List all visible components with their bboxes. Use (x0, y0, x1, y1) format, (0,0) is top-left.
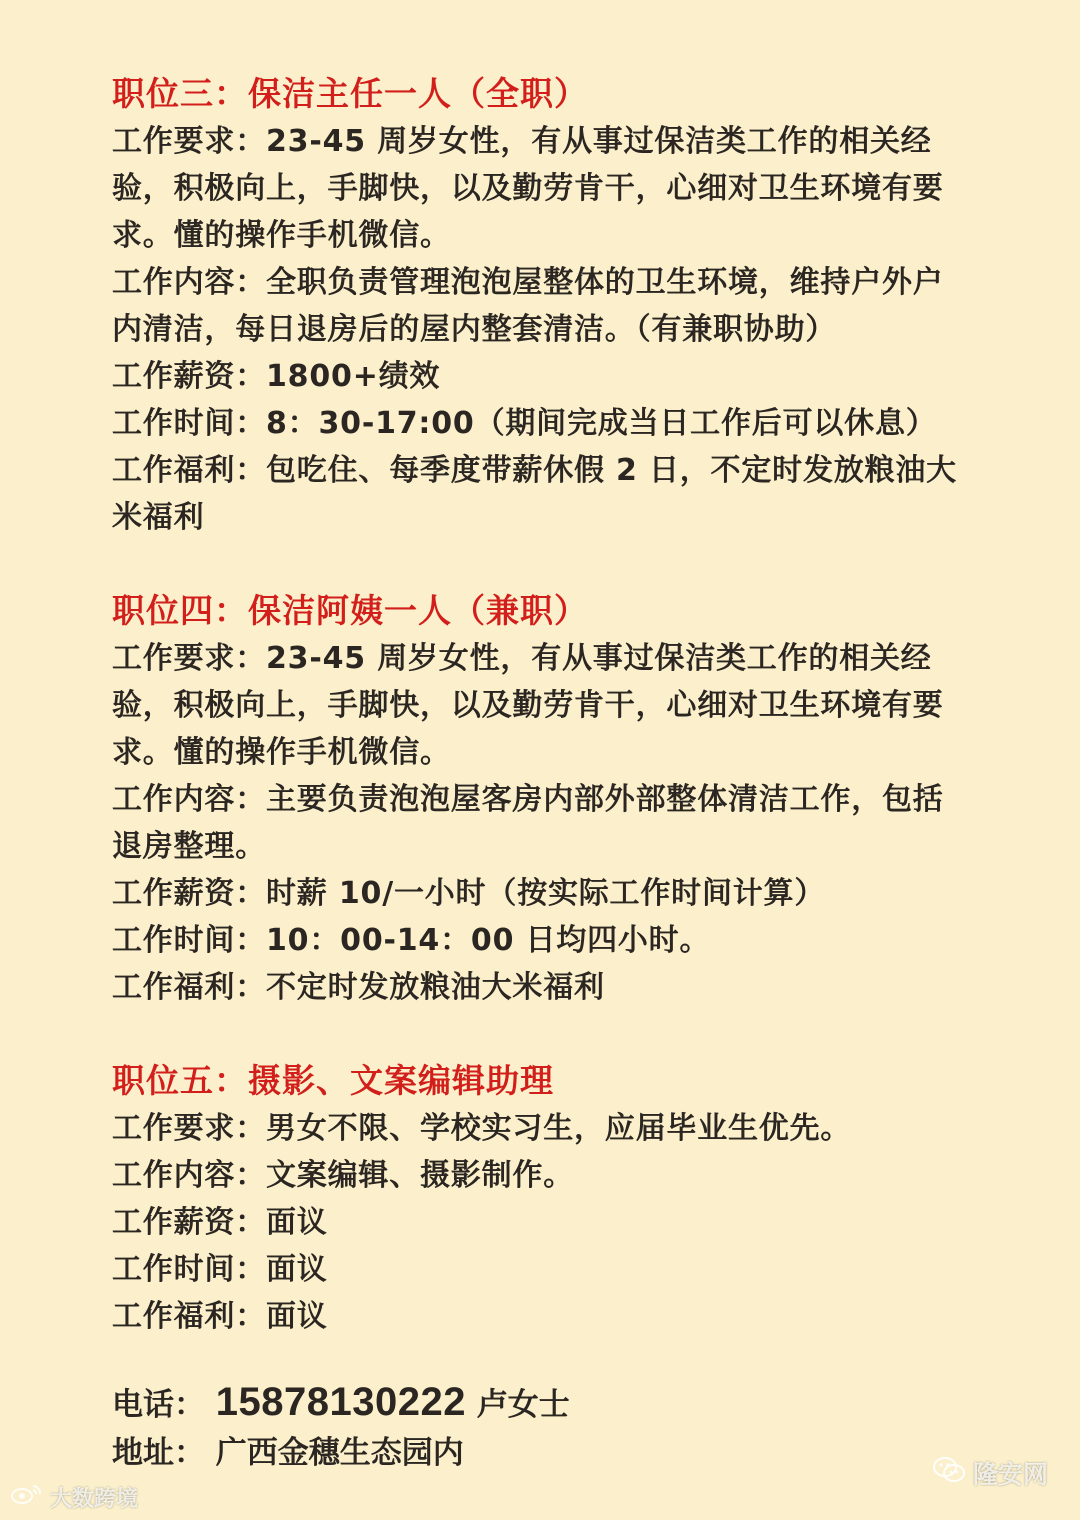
job-benefits (112, 1293, 972, 1340)
job-hours (112, 400, 972, 447)
wechat-icon (931, 1455, 973, 1491)
job-section-5 (112, 1057, 972, 1340)
phone-row (112, 1378, 972, 1429)
job-requirement (112, 118, 972, 259)
field-label: 工作福利： (112, 453, 266, 488)
field-value: 包吃住、每季度带薪休假 2 日，不定时发放粮油大米福利 (112, 453, 957, 535)
field-value: 23-45 周岁女性，有从事过保洁类工作的相关经验，积极向上，手脚快，以及勤劳肯干，心细对卫生环境有要求。懂的操作手机微信。 (112, 124, 944, 253)
job-content (112, 776, 972, 870)
job-section-4 (112, 587, 972, 1011)
phone-label: 电话： (112, 1387, 205, 1423)
job-salary (112, 353, 972, 400)
job-content (112, 259, 972, 353)
job-requirement (112, 635, 972, 776)
field-label: 工作内容： (112, 782, 266, 817)
watermark-right-text: 隆安网 (972, 1460, 1048, 1489)
address-row (112, 1429, 972, 1477)
field-label: 工作要求： (112, 641, 266, 676)
field-label: 工作要求： (112, 124, 266, 159)
field-value: 全职负责管理泡泡屋整体的卫生环境，维持户外户内清洁，每日退房后的屋内整套清洁。（有兼职协助） (112, 265, 944, 347)
watermark-left-text: 大数跨境 (50, 1486, 139, 1512)
address-value: 广西金穗生态园内 (215, 1435, 464, 1471)
field-value: 23-45 周岁女性，有从事过保洁类工作的相关经验，积极向上，手脚快，以及勤劳肯干，心细对卫生环境有要求。懂的操作手机微信。 (112, 641, 944, 770)
poster-content (112, 70, 972, 1477)
job-benefits (112, 964, 972, 1011)
field-value: 面议 (266, 1252, 328, 1287)
job-hours (112, 917, 972, 964)
field-value: 面议 (266, 1205, 328, 1240)
field-label: 工作薪资： (112, 1205, 266, 1240)
field-value: 面议 (266, 1299, 328, 1334)
job-hours (112, 1246, 972, 1293)
job-title: 职位四：保洁阿姨一人（兼职） (112, 591, 588, 630)
field-label: 工作时间： (112, 406, 266, 441)
job-requirement (112, 1105, 972, 1152)
job-salary (112, 1199, 972, 1246)
field-value: 1800+绩效 (266, 359, 441, 394)
weibo-icon (10, 1482, 50, 1512)
field-label: 工作内容： (112, 1158, 266, 1193)
field-label: 工作福利： (112, 1299, 266, 1334)
field-value: 男女不限、学校实习生，应届毕业生优先。 (266, 1111, 852, 1146)
job-benefits (112, 447, 972, 541)
field-label: 工作时间： (112, 1252, 266, 1287)
field-label: 工作福利： (112, 970, 266, 1005)
job-section-3 (112, 70, 972, 541)
phone-number[interactable]: 15878130222 (215, 1380, 467, 1424)
field-label: 工作薪资： (112, 876, 266, 911)
contact-name: 卢女士 (476, 1387, 570, 1423)
field-label: 工作时间： (112, 923, 266, 958)
field-label: 工作要求： (112, 1111, 266, 1146)
job-title: 职位五：摄影、文案编辑助理 (112, 1061, 554, 1100)
field-value: 主要负责泡泡屋客房内部外部整体清洁工作，包括退房整理。 (112, 782, 944, 864)
watermark-right (931, 1460, 1048, 1489)
watermark-left (10, 1484, 138, 1510)
address-label: 地址： (112, 1435, 205, 1471)
field-value: 不定时发放粮油大米福利 (266, 970, 605, 1005)
field-value: 10：00-14：00 日均四小时。 (266, 923, 711, 958)
field-value: 文案编辑、摄影制作。 (266, 1158, 574, 1193)
field-label: 工作薪资： (112, 359, 266, 394)
job-title: 职位三：保洁主任一人（全职） (112, 74, 588, 113)
field-value: 时薪 10/一小时（按实际工作时间计算） (266, 876, 826, 911)
contact-block (112, 1378, 972, 1477)
field-value: 8：30-17:00（期间完成当日工作后可以休息） (266, 406, 937, 441)
job-content (112, 1152, 972, 1199)
job-salary (112, 870, 972, 917)
field-label: 工作内容： (112, 265, 266, 300)
